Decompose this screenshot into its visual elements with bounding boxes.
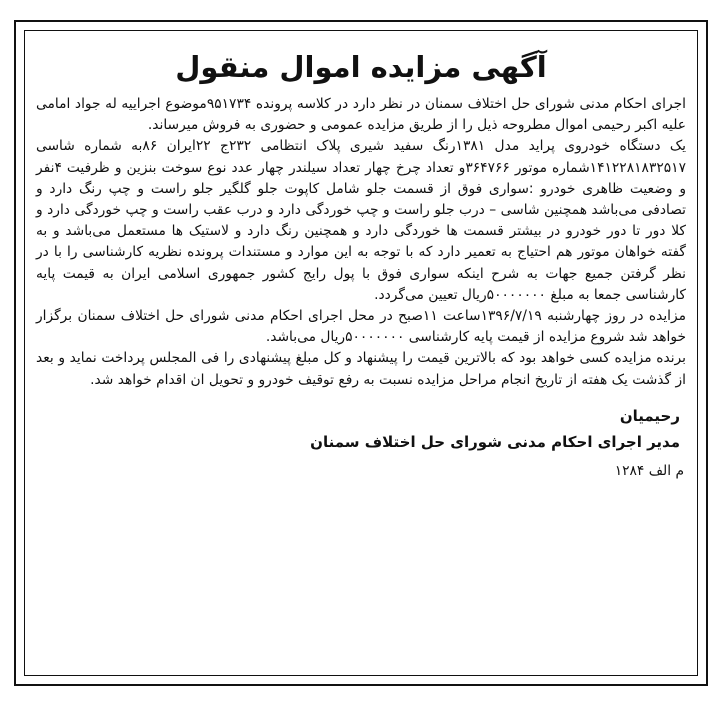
- signature-block: [36, 403, 686, 455]
- notice-title: آگهی مزایده اموال منقول: [175, 50, 547, 84]
- signature-name: رحیمیان: [619, 406, 680, 425]
- signature-position: مدیر اجرای احکام مدنی شورای حل اختلاف سمنان: [310, 432, 680, 451]
- notice-body: [36, 36, 686, 672]
- reference-code: م الف ۱۲۸۴: [614, 462, 684, 479]
- auction-time-paragraph: مزایده در روز چهارشنبه ۱۳۹۶/۷/۱۹ساعت ۱۱صبح در محل اجرای احکام مدنی شورای حل اختلاف سمنان برگزار خواهد شد شروع مزایده از قیمت پایه کارشناسی ۵۰۰۰۰۰۰۰ریال می‌باشد.: [36, 308, 686, 346]
- winner-conditions-paragraph: برنده مزایده کسی خواهد بود که بالاترین قیمت را پیشنهاد و کل مبلغ پیشنهادی را فی المجلس پرداخت نماید و بعد از گذشت یک هفته از تاریخ انجام مراحل مزایده نسبت به رفع توقیف خودرو و تحویل ان اقدام خواهد شد.: [36, 350, 686, 388]
- vehicle-description-paragraph: یک دستگاه خودروی پراید مدل ۱۳۸۱رنگ سفید شیری پلاک انتظامی ۲۳۲ج ۲۲ایران ۸۶به شماره شاسی ۱۴۱۲۲۸۱۸۳۲۵۱۷شماره موتور ۳۶۴۷۶۶و تعداد چرخ چهار تعداد سیلندر چهار عدد نوع سوخت بنزین و ظرفیت ۴نفر و وضعیت ظاهری خودرو :سواری فوق از قسمت جلو شامل کاپوت جلو گلگیر جلو راست و چپ رنگ دارد و تصادفی می‌باشد همچنین شاسی – درب جلو راست و چپ خوردگی دارد و درب عقب راست و چپ خوردگی دارد و کلا دور تا دور خودرو در بیشتر قسمت ها خوردگی دارد و همچنین رنگ دارد و لاستیک ها مستعمل می‌باشد و به گفته خواهان موتور هم احتیاج به تعمیر دارد که با توجه به این موارد و مستندات پرونده نظریه کارشناسی را با در نظر گرفتن جمیع جهات به شرح اینکه سواری فوق با پول رایج کشور جمهوری اسلامی ایران به قیمت پایه کارشناسی جمعا به مبلغ ۵۰۰۰۰۰۰۰ریال تعیین می‌گردد.: [36, 138, 687, 303]
- intro-paragraph: اجرای احکام مدنی شورای حل اختلاف سمنان در نظر دارد در کلاسه پرونده ۹۵۱۷۳۴موضوع اجراییه له جواد امامی علیه اکبر رحیمی اموال مطروحه ذیل را از طریق مزایده عمومی و حضوری به فروش میرساند.: [36, 96, 686, 134]
